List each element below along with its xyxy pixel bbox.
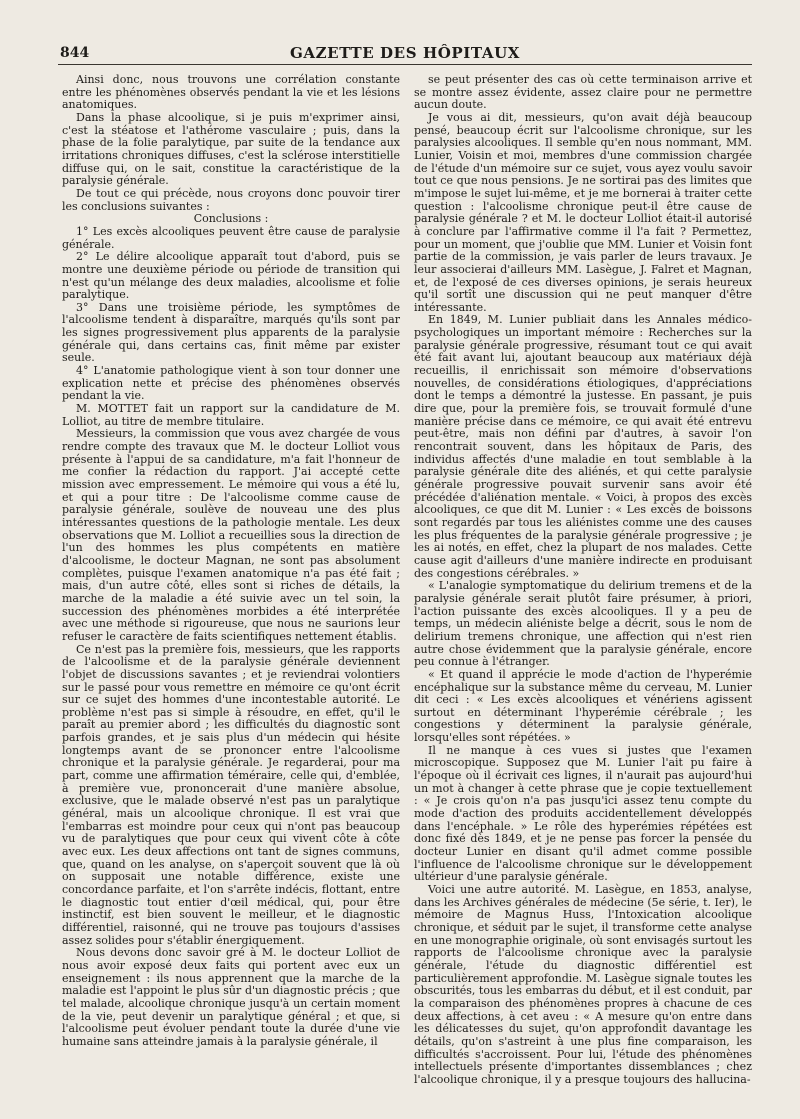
paragraph: « Et quand il apprécie le mode d'action de l'hyperémie encéphalique sur la substance même du cerveau, M. Lunier dit ceci : « Les excès alcooliques et vénériens agissent surtout en déterminant l'hyperémie cérébrale ; les congestions y déterminent la paralysie générale, lorsqu'elles sont répétées. »	[414, 667, 752, 745]
page-number: 844	[60, 45, 90, 61]
page-header	[58, 44, 752, 65]
paragraph: Je vous ai dit, messieurs, qu'on avait déjà beaucoup pensé, beaucoup écrit sur l'alcoolisme chronique, sur les paralysies alcooliques. Il semble qu'en nous nommant, MM. Lunier, Voisin et moi, membres d'une commission chargée de l'étude d'un mémoire sur ce sujet, vous ayez voulu savoir tout ce que nous pensions. Je ne sortirai pas des limites que m'impose le sujet lui-même, et je me bornerai à traiter cette question : l'alcoolisme chronique peut-il être cause de paralysie générale ? et M. le docteur Lolliot était-il autorisé à conclure par l'affirmative comme il l'a fait ? Permettez, pour un moment, que j'oublie que MM. Lunier et Voisin font partie de la commission, je vais parler de leurs travaux. Je leur associerai d'ailleurs MM. Lasègue, J. Falret et Magnan, et, de l'exposé de ces diverses opinions, je serais heureux qu'il sortît une discussion qui ne peut manquer d'être intéressante.	[414, 110, 752, 314]
paragraph: De tout ce qui précède, nous croyons donc pouvoir tirer les conclusions suivantes :	[62, 186, 400, 213]
paragraph: Il ne manque à ces vues si justes que l'examen microscopique. Supposez que M. Lunier l'ait pu faire à l'époque où il écrivait ces lignes, il n'aurait pas aujourd'hui un mot à changer à cette phrase que je copie textuellement : « Je crois qu'on n'a pas jusqu'ici assez tenu compte du mode d'action des produits accidentellement développés dans l'encéphale. » Le rôle des hyperémies répétées est donc fixé dès 1849, et je ne pense pas forcer la pensée du docteur Lunier en disant qu'il admet comme possible l'influence de l'alcoolisme chronique sur le développement ultérieur d'une paralysie générale.	[414, 743, 752, 884]
paragraph: Ainsi donc, nous trouvons une corrélation constante entre les phénomènes observés pendant la vie et les lésions anatomiques.	[62, 73, 400, 112]
paragraph: En 1849, M. Lunier publiait dans les Annales médico-psychologiques un important mémoire : Recherches sur la paralysie générale progressive, résumant tout ce qui avait été fait avant lui, ajoutant beaucoup aux matériaux déjà recueillis, il enrichissait son mémoire d'observations nouvelles, de considérations étiologiques, d'appréciations dont le temps a démontré la justesse. En passant, je puis dire que, pour la première fois, se trouvait formulé d'une manière précise dans ce mémoire, ce qui avait été entrevu peut-être, mais non défini par d'autres, à savoir l'on rencontrait souvent, dans les hôpitaux de Paris, des individus affectés d'une maladie en tout semblable à la paralysie générale dite des aliénés, et qui cette paralysie générale progressive pouvait survenir sans avoir été précédée d'aliénation mentale. « Voici, à propos des excès alcooliques, ce que dit M. Lunier : « Les excès de boissons sont regardés par tous les aliénistes comme une des causes les plus fréquentes de la paralysie générale progressive ; je les ai notés, en effet, chez la plupart de nos malades. Cette cause agit d'ailleurs d'une manière indirecte en produisant des congestions cérébrales. »	[414, 313, 752, 580]
paragraph: se peut présenter des cas où cette terminaison arrive et se montre assez évidente, assez claire pour ne permettre aucun doute.	[414, 73, 752, 112]
paragraph: M. MOTTET fait un rapport sur la candidature de M. Lolliot, au titre de membre titulaire.	[62, 402, 400, 428]
left-column	[62, 74, 400, 1049]
paragraph: « L'analogie symptomatique du delirium tremens et de la paralysie générale serait plutôt faire présumer, à priori, l'action puissante des excès alcooliques. Il y a peu de temps, un médecin aliéniste belge a décrit, sous le nom de delirium tremens chronique, une affection qui n'est rien autre chose évidemment que la paralysie générale, encore peu connue à l'étranger.	[414, 579, 752, 669]
section-heading: Conclusions :	[193, 212, 269, 226]
journal-title: GAZETTE DES HÔPITAUX	[289, 44, 520, 62]
paragraph: 4° L'anatomie pathologique vient à son tour donner une explication nette et précise des phénomènes observés pendant la vie.	[62, 364, 400, 403]
right-column	[414, 74, 752, 1087]
paragraph: Ce n'est pas la première fois, messieurs, que les rapports de l'alcoolisme et de la paralysie générale deviennent l'objet de discussions savantes ; et je reviendrai volontiers sur le passé pour vous remettre en mémoire ce qu'ont écrit sur ce sujet des hommes d'une incontestable autorité. Le problème n'est pas si simple à résoudre, en effet, qu'il le paraît au premier abord ; les difficultés du diagnostic sont parfois grandes, et je sais plus d'un médecin qui hésite longtemps avant de se prononcer entre l'alcoolisme chronique et la paralysie générale. Je regarderai, pour ma part, comme une affirmation téméraire, celle qui, d'emblée, à première vue, prononcerait d'une manière absolue, exclusive, que le malade observé n'est pas un paralytique général, mais un alcoolique chronique. Il est vrai que l'embarras est moindre pour ceux qui n'ont pas beaucoup vu de paralytiques que pour ceux qui vivent côte à côte avec eux. Les deux affections ont tant de signes communs, que, quand on les analyse, on s'aperçoit souvent que là où on supposait une notable différence, existe une concordance parfaite, et l'on s'arrête indécis, flottant, entre le diagnostic tout entier d'œil médical, qui, pour être instinctif, est bien souvent le meilleur, et le diagnostic différentiel, raisonné, qui ne trouve pas toujours d'assises assez solides pour s'établir énergiquement.	[62, 642, 400, 947]
paragraph: 1° Les excès alcooliques peuvent être cause de paralysie générale.	[62, 224, 400, 251]
paragraph: 2° Le délire alcoolique apparaît tout d'abord, puis se montre une deuxième période ou période de transition qui n'est qu'un mélange des deux maladies, alcoolisme et folie paralytique.	[62, 250, 400, 302]
paragraph: Messieurs, la commission que vous avez chargée de vous rendre compte des travaux que M. le docteur Lolliot vous présente à l'appui de sa candidature, m'a fait l'honneur de me confier la rédaction du rapport. J'ai accepté cette mission avec empressement. Le mémoire qui vous a été lu, et qui a pour titre : De l'alcoolisme comme cause de paralysie générale, soulève de nouveau une des plus intéressantes questions de la pathologie mentale. Les deux observations que M. Lolliot a recueillies sous la direction de l'un des hommes les plus compétents en matière d'alcoolisme, le docteur Magnan, ne sont pas absolument complètes, puisque l'examen anatomique n'a pas été fait ; mais, d'un autre côté, elles sont si riches de détails, la marche de la maladie a été suivie avec un tel soin, la succession des phénomènes morbides a été interprétée avec une méthode si rigoureuse, que nous ne saurions leur refuser le caractère de faits scientifiques nettement établis.	[62, 427, 400, 643]
paragraph: 3° Dans une troisième période, les symptômes de l'alcoolisme tendent à disparaître, marqués qu'ils sont par les signes progressivement plus apparents de la paralysie générale qui, dans certains cas, finit même par exister seule.	[62, 300, 400, 365]
paragraph: Nous devons donc savoir gré à M. le docteur Lolliot de nous avoir exposé deux faits qui portent avec eux un enseignement : ils nous apprennent que la marche de la maladie est l'appoint le plus sûr d'un diagnostic précis ; que tel malade, alcoolique chronique jusqu'à un certain moment de la vie, peut devenir un paralytique général ; et que, si l'alcoolisme peut évoluer pendant toute la durée d'une vie humaine sans atteindre jamais à la paralysie générale, il	[62, 946, 400, 1048]
paragraph: Dans la phase alcoolique, si je puis m'exprimer ainsi, c'est la stéatose et l'athérome vasculaire ; puis, dans la phase de la folie paralytique, par suite de la tendance aux irritations chroniques diffuses, c'est la sclérose interstitielle diffuse qui, on le sait, constitue la caractéristique de la paralysie générale.	[62, 110, 400, 188]
paragraph: Voici une autre autorité. M. Lasègue, en 1853, analyse, dans les Archives générales de médecine (5e série, t. Ier), le mémoire de Magnus Huss, l'Intoxication alcoolique chronique, et séduit par le sujet, il transforme cette analyse en une monographie originale, où sont envisagés surtout les rapports de l'alcoolisme chronique avec la paralysie générale, l'étude du diagnostic différentiel est particulièrement approfondie. M. Lasègue signale toutes les obscurités, tous les embarras du début, et il est conduit, par la comparaison des phénomènes propres à chacune de ces deux affections, à cet aveu : « A mesure qu'on entre dans les délicatesses du sujet, qu'on approfondit davantage les détails, qu'on s'astreint à une plus fine comparaison, les difficultés s'accroissent. Pour lui, l'étude des phénomènes intellectuels présente d'importantes dissemblances ; chez l'alcoolique chronique, il y a presque toujours des hallucina-	[414, 883, 752, 1086]
